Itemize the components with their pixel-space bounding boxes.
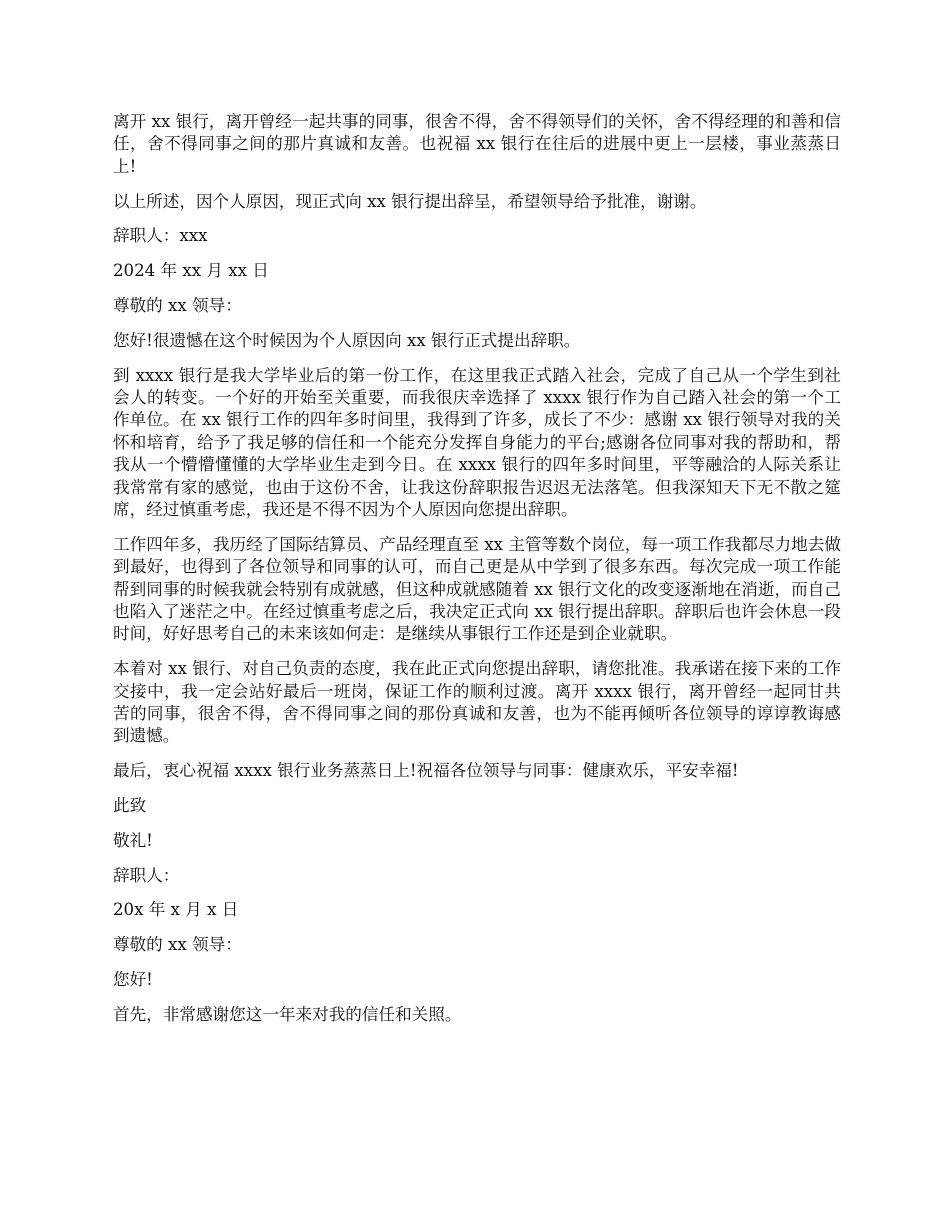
body-paragraph: 工作四年多，我历经了国际结算员、产品经理直至 xx 主管等数个岗位，每一项工作我都尽力地去做到最好，也得到了各位领导和同事的认可，而自己更是从中学到了很多东西。每次完成一项工作能帮到同事的时候我就会特别有成就感，但这种成就感随着 xx 银行文化的改变逐渐地在消逝，而自己也陷入了迷茫之中。在经过慎重考虑之后，我决定正式向 xx 银行提出辞职。辞职后也许会休息一段时间，好好思考自己的未来该如何走：是继续从事银行工作还是到企业就职。 xyxy=(113,534,841,644)
signature-line: 辞职人：xxx xyxy=(113,226,208,246)
salutation: 尊敬的 xx 领导： xyxy=(113,935,242,955)
date-line: 20x 年 x 月 x 日 xyxy=(113,900,239,920)
body-paragraph: 到 xxxx 银行是我大学毕业后的第一份工作，在这里我正式踏入社会，完成了自己从一个学生到社会人的转变。一个好的开始至关重要，而我很庆幸选择了 xxxx 银行作为自己踏入社会的第一个工作单位。在 xx 银行工作的四年多时间里，我得到了许多，成长了不少：感谢 xx 银行领导对我的关怀和培育，给予了我足够的信任和一个能充分发挥自身能力的平台;感谢各位同事对我的帮助和，帮我从一个懵懵懂懂的大学毕业生走到今日。在 xxxx 银行的四年多时间里，平等融洽的人际关系让我常常有家的感觉，也由于这份不舍，让我这份辞职报告迟迟无法落笔。但我深知天下无不散之筵席，经过慎重考虑，我还是不得不因为个人原因向您提出辞职。 xyxy=(113,365,841,520)
salutation: 尊敬的 xx 领导： xyxy=(113,296,242,315)
greeting-paragraph: 您好!很遗憾在这个时候因为个人原因向 xx 银行正式提出辞职。 xyxy=(113,330,581,350)
document-body xyxy=(113,111,841,1039)
resignation-statement: 以上所述，因个人原因，现正式向 xx 银行提出辞呈，希望领导给予批准，谢谢。 xyxy=(113,191,707,211)
closing-phrase: 此致 xyxy=(113,796,147,816)
body-paragraph: 首先，非常感谢您这一年来对我的信任和关照。 xyxy=(113,1004,462,1024)
date-line: 2024 年 xx 月 xx 日 xyxy=(113,261,269,281)
greeting-paragraph: 您好! xyxy=(113,970,153,990)
closing-wishes-paragraph: 最后，衷心祝福 xxxx 银行业务蒸蒸日上!祝福各位领导与同事：健康欢乐，平安幸福! xyxy=(113,761,739,781)
closing-respect: 敬礼! xyxy=(113,830,153,850)
signature-line: 辞职人： xyxy=(113,865,180,885)
body-paragraph: 本着对 xx 银行、对自己负责的态度，我在此正式向您提出辞职，请您批准。我承诺在接下来的工作交接中，我一定会站好最后一班岗，保证工作的顺利过渡。离开 xxxx 银行，离开曾经一起同甘共苦的同事，很舍不得，舍不得同事之间的那份真诚和友善，也为不能再倾听各位领导的谆谆教诲感到遗憾。 xyxy=(113,659,841,746)
closing-wishes-paragraph: 离开 xx 银行，离开曾经一起共事的同事，很舍不得，舍不得领导们的关怀，舍不得经理的和善和信任，舍不得同事之间的那片真诚和友善。也祝福 xx 银行在往后的进展中更上一层楼，事业蒸蒸日上! xyxy=(113,112,841,176)
